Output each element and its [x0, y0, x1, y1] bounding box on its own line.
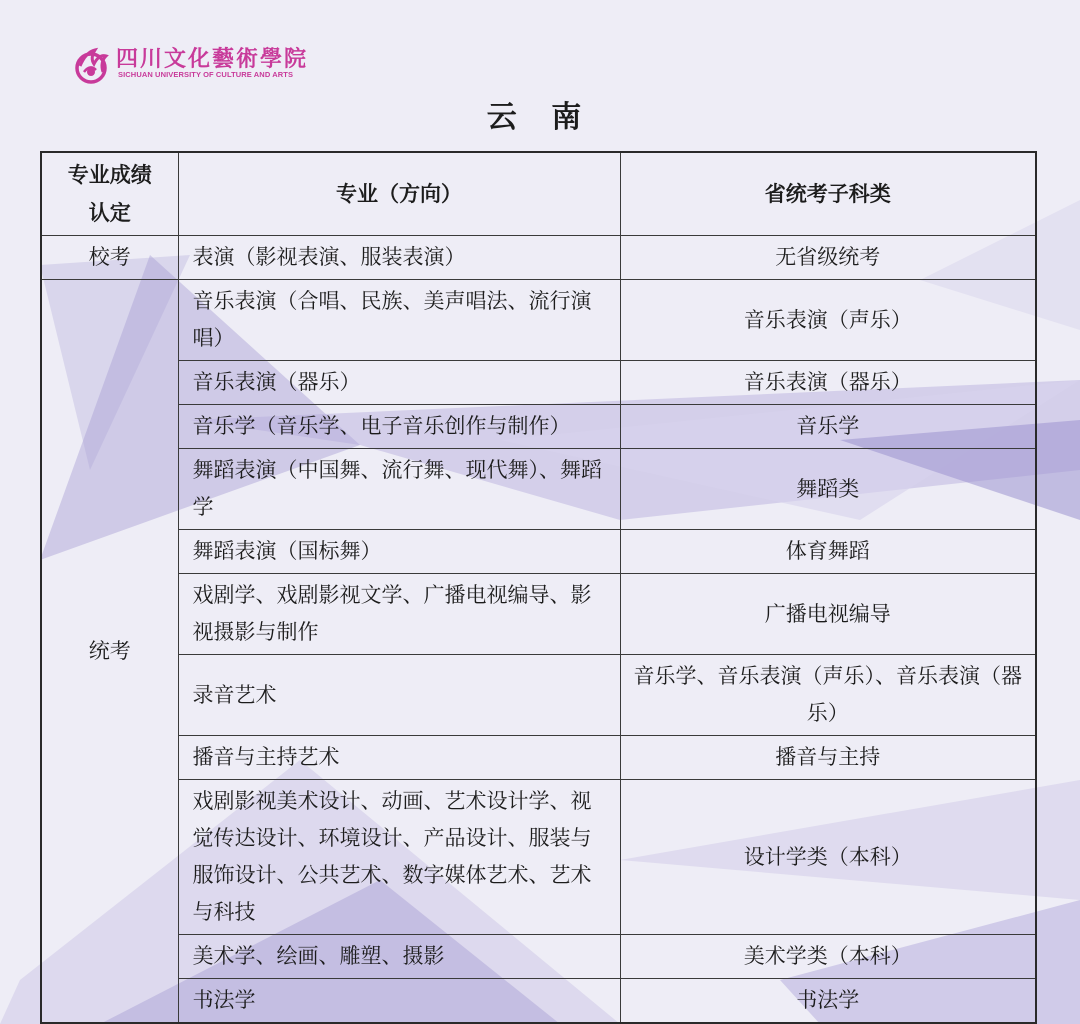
category-cell: 设计学类（本科） [620, 780, 1036, 935]
logo-name-en: SICHUAN UNIVERSITY OF CULTURE AND ARTS [118, 70, 294, 79]
table-row [41, 280, 1036, 361]
category-cell: 美术学类（本科） [620, 935, 1036, 979]
major-cell: 音乐学（音乐学、电子音乐创作与制作） [178, 405, 620, 449]
table-row [41, 530, 1036, 574]
category-cell: 无省级统考 [620, 236, 1036, 280]
category-cell: 音乐学、音乐表演（声乐）、音乐表演（器乐） [620, 655, 1036, 736]
table-row [41, 449, 1036, 530]
major-category-table [40, 151, 1037, 1024]
table-row [41, 574, 1036, 655]
category-cell: 广播电视编导 [620, 574, 1036, 655]
table-row [41, 935, 1036, 979]
table-row [41, 361, 1036, 405]
table-row [41, 236, 1036, 280]
table-row [41, 780, 1036, 935]
header-major: 专业（方向） [178, 152, 620, 236]
university-logo [70, 40, 310, 88]
group-cell-unified-exam: 统考 [41, 280, 178, 1024]
category-cell: 书法学 [620, 979, 1036, 1024]
header-category: 省统考子科类 [620, 152, 1036, 236]
category-cell: 播音与主持 [620, 736, 1036, 780]
major-cell: 表演（影视表演、服装表演） [178, 236, 620, 280]
header-score-line1: 专业成绩 [67, 163, 152, 187]
page-title: 云 南 [486, 100, 594, 135]
table-header-row [41, 152, 1036, 236]
category-cell: 音乐表演（声乐） [620, 280, 1036, 361]
table-row [41, 655, 1036, 736]
table-row [41, 736, 1036, 780]
category-cell: 舞蹈类 [620, 449, 1036, 530]
major-cell: 美术学、绘画、雕塑、摄影 [178, 935, 620, 979]
major-cell: 戏剧学、戏剧影视文学、广播电视编导、影视摄影与制作 [178, 574, 620, 655]
major-cell: 舞蹈表演（中国舞、流行舞、现代舞）、舞蹈学 [178, 449, 620, 530]
logo-name-cn: 四川文化藝術學院 [116, 46, 309, 72]
major-cell: 舞蹈表演（国标舞） [178, 530, 620, 574]
category-cell: 音乐学 [620, 405, 1036, 449]
flame-emblem-icon [70, 42, 112, 84]
major-cell: 书法学 [178, 979, 620, 1024]
group-cell-school-exam: 校考 [41, 236, 178, 280]
table-row [41, 979, 1036, 1024]
table-row [41, 405, 1036, 449]
major-cell: 音乐表演（合唱、民族、美声唱法、流行演唱） [178, 280, 620, 361]
category-cell: 体育舞蹈 [620, 530, 1036, 574]
major-cell: 音乐表演（器乐） [178, 361, 620, 405]
header-score-recognition [41, 152, 178, 236]
major-cell: 录音艺术 [178, 655, 620, 736]
major-cell: 戏剧影视美术设计、动画、艺术设计学、视觉传达设计、环境设计、产品设计、服装与服饰设计、公共艺术、数字媒体艺术、艺术与科技 [178, 780, 620, 935]
header-score-line2: 认定 [88, 201, 131, 225]
category-cell: 音乐表演（器乐） [620, 361, 1036, 405]
major-cell: 播音与主持艺术 [178, 736, 620, 780]
